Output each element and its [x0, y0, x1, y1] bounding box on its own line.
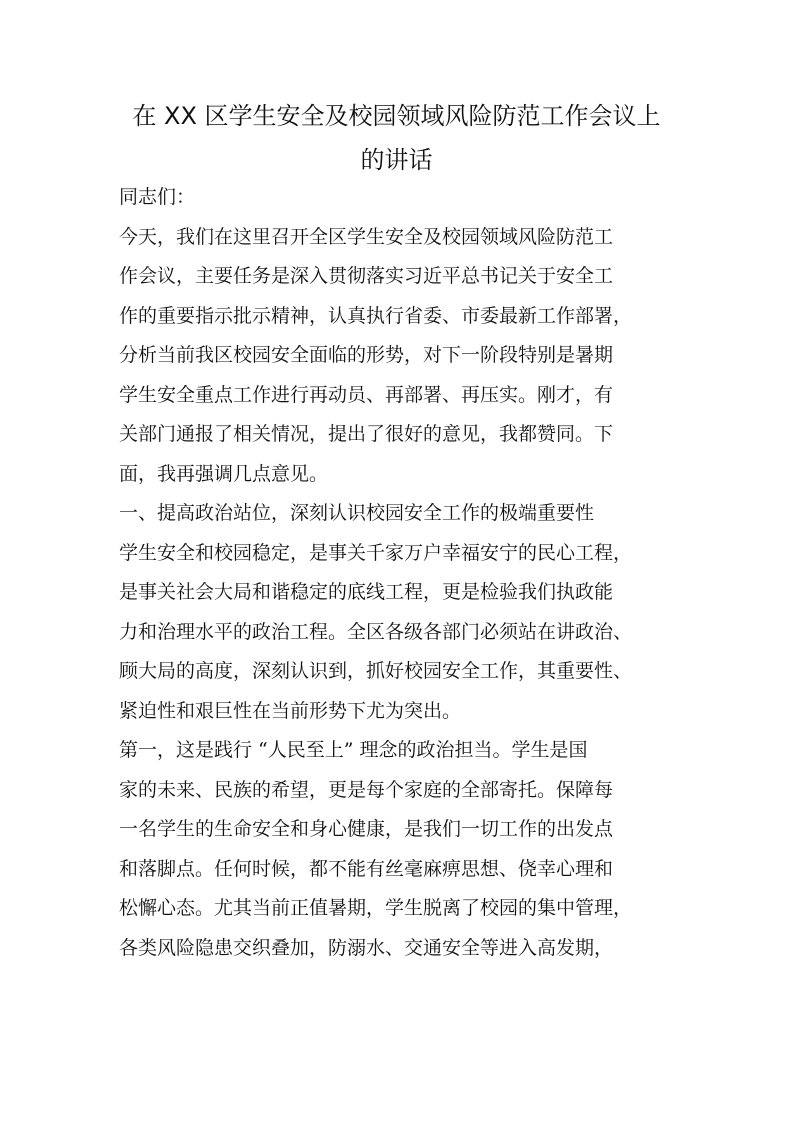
body-text-line: 松懈心态。尤其当前正值暑期，学生脱离了校园的集中管理，: [119, 897, 633, 919]
section-heading: 一、提高政治站位，深刻认识校园安全工作的极端重要性: [119, 502, 595, 524]
body-text-line: 学生安全重点工作进行再动员、再部署、再压实。刚才，有: [119, 383, 614, 406]
document-body: [119, 178, 679, 968]
body-text-line: 家的未来、民族的希望，更是每个家庭的全部寄托。保障每: [119, 778, 614, 801]
body-text-line: 力和治理水平的政治工程。全区各级各部门必须站在讲政治、: [119, 620, 633, 643]
body-text-line: 学生安全和校园稳定，是事关千家万户幸福安宁的民心工程，: [119, 541, 633, 564]
document-title-continued: 的讲话: [360, 146, 433, 174]
body-text-line: 作会议，主要任务是深入贯彻落实习近平总书记关于安全工: [119, 265, 614, 287]
body-text-line: 关部门通报了相关情况，提出了很好的意见，我都赞同。下: [119, 423, 614, 445]
body-text-line: 各类风险隐患交织叠加，防溺水、交通安全等进入高发期，: [119, 936, 614, 959]
salutation: 同志们：: [119, 186, 196, 208]
body-text-line: 第一，这是践行 “人民至上” 理念的政治担当。学生是国: [119, 739, 588, 761]
body-text-line: 分析当前我区校园安全面临的形势，对下一阶段特别是暑期: [119, 344, 614, 366]
body-text-line: 作的重要指示批示精神，认真执行省委、市委最新工作部署，: [119, 304, 633, 327]
body-text-line: 顾大局的高度，深刻认识到，抓好校园安全工作，其重要性、: [119, 660, 633, 682]
body-text-line: 一名学生的生命安全和身心健康，是我们一切工作的出发点: [119, 818, 614, 840]
document-title: 在 XX 区学生安全及校园领域风险防范工作会议上: [132, 102, 661, 130]
body-text-line: 今天，我们在这里召开全区学生安全及校园领域风险防范工: [119, 225, 614, 248]
body-text-line: 是事关社会大局和谐稳定的底线工程，更是检验我们执政能: [119, 581, 614, 603]
body-text-line: 和落脚点。任何时候，都不能有丝毫麻痹思想、侥幸心理和: [119, 857, 614, 880]
body-text-line: 紧迫性和艰巨性在当前形势下尤为突出。: [119, 699, 462, 722]
body-text-line: 面，我再强调几点意见。: [119, 462, 329, 485]
